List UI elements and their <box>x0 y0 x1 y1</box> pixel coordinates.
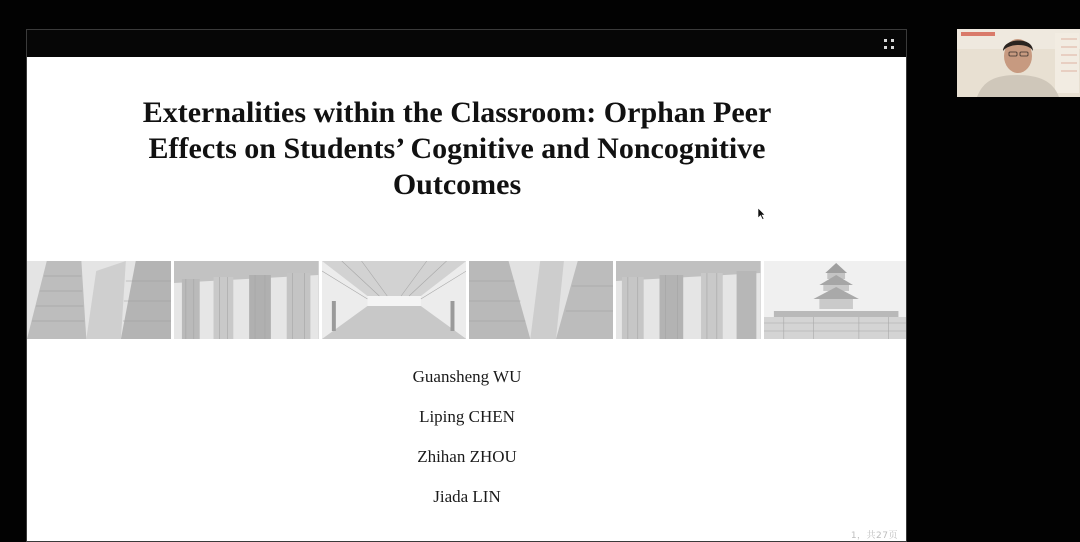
author-name: Guansheng WU <box>412 367 522 386</box>
slide-title-line: Outcomes <box>392 168 522 201</box>
author-name: Jiada LIN <box>433 487 501 506</box>
skyscrapers-photo <box>469 261 613 339</box>
presentation-window <box>26 29 907 542</box>
columns-photo <box>174 261 318 339</box>
page-indicator: 1，共27页 <box>850 531 898 541</box>
slide-title-line: Effects on Students’ Cognitive and Noncognitive <box>148 132 766 165</box>
slide-canvas <box>27 57 906 542</box>
author-name: Zhihan ZHOU <box>417 447 517 466</box>
photo-banner <box>27 261 907 339</box>
author-name: Liping CHEN <box>419 407 515 426</box>
participant-video-icon[interactable] <box>957 29 1080 97</box>
skyscrapers-photo <box>27 261 171 339</box>
mouse-cursor-icon <box>758 208 766 220</box>
slide-title-line: Externalities within the Classroom: Orphan Peer <box>142 96 772 129</box>
columns-photo <box>616 261 760 339</box>
temple-of-heaven-photo <box>764 261 907 339</box>
window-top-bar <box>27 30 906 57</box>
station-hall-photo <box>322 261 466 339</box>
slide-title <box>57 95 857 203</box>
fullscreen-icon[interactable] <box>884 39 894 49</box>
